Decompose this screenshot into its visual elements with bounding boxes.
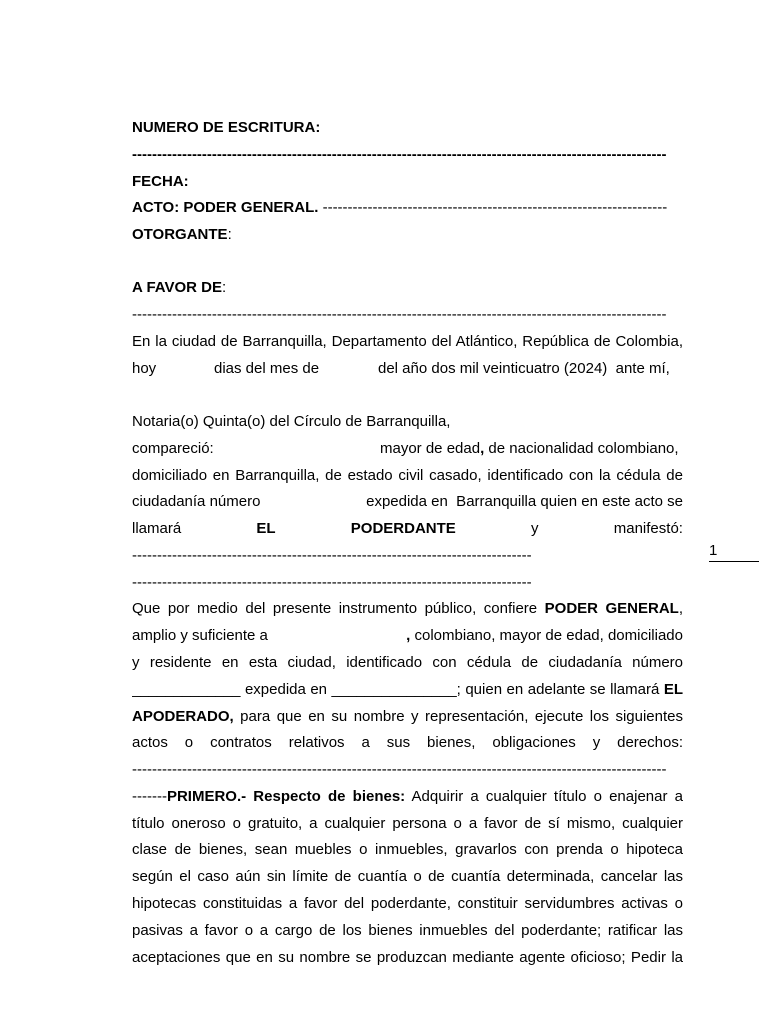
dash-separator: ----------------------------------------------------------------------------------------------------------- xyxy=(132,306,667,323)
page-number: 1 xyxy=(709,541,759,562)
intro-line: compareció: mayor de edad, de nacionalidad colombiano, xyxy=(132,440,679,457)
primero-line: según el caso aún sin límite de cuantía o de cuantía determinada, cancelar las xyxy=(132,868,683,885)
primero-line: clase de bienes, sean muebles o inmuebles, gravarlos con prenda o hipoteca xyxy=(132,841,683,858)
poder-line: APODERADO, para que en su nombre y representación, ejecute los siguientes xyxy=(132,708,683,725)
dash-separator: -------------------------------------------------------------------------------- xyxy=(132,547,532,564)
dash-separator: -------------------------------------------------------------------------------- xyxy=(132,574,532,591)
fecha-heading: FECHA: xyxy=(132,173,189,190)
primero-line: hipotecas constituidas a favor del poderdante, constituir servidumbres activas o xyxy=(132,895,683,912)
a-favor-heading: A FAVOR DE: xyxy=(132,279,227,296)
numero-escritura-heading: NUMERO DE ESCRITURA: xyxy=(132,119,321,136)
poder-line: _____________ expedida en _______________; quien en adelante se llamará EL xyxy=(132,681,683,698)
intro-line: En la ciudad de Barranquilla, Departamento del Atlántico, República de Colombia, xyxy=(132,333,683,350)
intro-line: llamará EL PODERDANTE y manifestó: xyxy=(132,520,683,537)
primero-line: pasivas a favor o a cargo de los bienes inmuebles del poderdante; ratificar las xyxy=(132,922,683,939)
dash-separator: ----------------------------------------------------------------------------------------------------------- xyxy=(132,146,667,163)
otorgante-heading: OTORGANTE: xyxy=(132,226,232,243)
primero-line: -------PRIMERO.- Respecto de bienes: Adquirir a cualquier título o enajenar a xyxy=(132,788,683,805)
primero-line: título oneroso o gratuito, a cualquier persona o a favor de sí mismo, cualquier xyxy=(132,815,683,832)
intro-line: ciudadanía número expedida en Barranquilla quien en este acto se xyxy=(132,493,683,510)
intro-line: hoy dias del mes de del año dos mil veinticuatro (2024) ante mí, xyxy=(132,360,670,377)
intro-line: domiciliado en Barranquilla, de estado civil casado, identificado con la cédula de xyxy=(132,467,683,484)
poder-line: amplio y suficiente a , colombiano, mayor de edad, domiciliado xyxy=(132,627,683,644)
poder-line: Que por medio del presente instrumento público, confiere PODER GENERAL, xyxy=(132,600,683,617)
primero-line: aceptaciones que en su nombre se produzcan mediante agente oficioso; Pedir la xyxy=(132,949,683,966)
intro-line: Notaria(o) Quinta(o) del Círculo de Barranquilla, xyxy=(132,413,451,430)
poder-line: actos o contratos relativos a sus bienes, obligaciones y derechos: xyxy=(132,734,683,751)
poder-line: y residente en esta ciudad, identificado con cédula de ciudadanía número xyxy=(132,654,683,671)
dash-separator: ----------------------------------------------------------------------------------------------------------- xyxy=(132,761,667,778)
acto-heading: ACTO: PODER GENERAL. --------------------------------------------------------------------- xyxy=(132,199,668,216)
